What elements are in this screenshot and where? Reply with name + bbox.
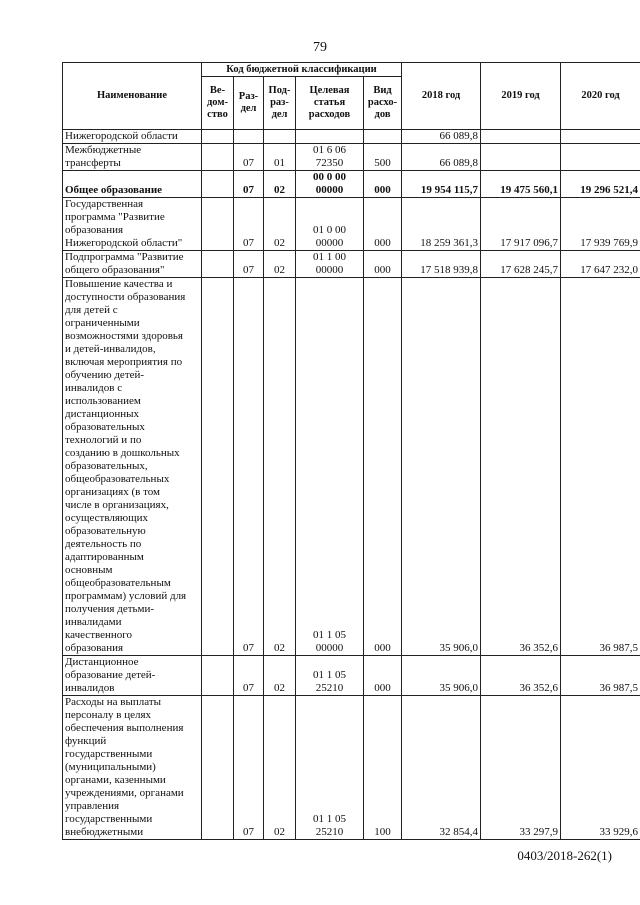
cell-razdel: 07 [234,198,264,251]
cell-target: 01 1 05 25210 [296,696,364,840]
header-vedomstvo: Ве- дом- ство [202,77,234,130]
cell-2019: 36 352,6 [481,656,561,696]
cell-razdel: 07 [234,696,264,840]
cell-razdel: 07 [234,251,264,278]
cell-name: Дистанционное образование детей- инвалидов [63,656,202,696]
cell-2018: 18 259 361,3 [402,198,481,251]
table-row [63,278,640,656]
cell-razdel: 07 [234,144,264,171]
cell-2019: 17 917 096,7 [481,198,561,251]
cell-target: 01 1 00 00000 [296,251,364,278]
cell-2020: 36 987,5 [561,278,640,656]
cell-podrazdel: 02 [264,198,296,251]
cell-2018: 66 089,8 [402,130,481,144]
cell-2020: 19 296 521,4 [561,171,640,198]
cell-target: 01 0 00 00000 [296,198,364,251]
cell-2018: 35 906,0 [402,278,481,656]
header-kbk: Код бюджетной классификации [202,63,402,77]
cell-podrazdel: 02 [264,171,296,198]
cell-2019: 33 297,9 [481,696,561,840]
cell-name: Нижегородской области [63,130,202,144]
table-row [63,696,640,840]
cell-2020: 17 647 232,0 [561,251,640,278]
cell-razdel: 07 [234,171,264,198]
cell-2019 [481,144,561,171]
cell-2018: 66 089,8 [402,144,481,171]
table-row [63,171,640,198]
header-name: Наименование [63,63,202,130]
header-target: Целевая статья расходов [296,77,364,130]
document-code: 0403/2018-262(1) [517,848,612,863]
cell-name: Подпрограмма "Развитие общего образования" [63,251,202,278]
cell-razdel [234,130,264,144]
cell-vedomstvo [202,130,234,144]
cell-vid: 500 [364,144,402,171]
cell-2020: 33 929,6 [561,696,640,840]
header-podrazdel: Под- раз- дел [264,77,296,130]
cell-name: Межбюджетные трансферты [63,144,202,171]
cell-podrazdel: 02 [264,251,296,278]
cell-vedomstvo [202,696,234,840]
cell-podrazdel [264,130,296,144]
cell-vid: 000 [364,198,402,251]
cell-vid: 100 [364,696,402,840]
cell-target: 00 0 00 00000 [296,171,364,198]
cell-vedomstvo [202,198,234,251]
cell-name: Повышение качества и доступности образования для детей с ограниченными возможностями здоровья и детей-инвалидов, включая мероприятия по обучению детей- инвалидов с использованием дистанционных образовательных технологий и по созданию в дошкольных образовательных, общеобразовательных организациях (в том числе в организациях, осуществляющих образовательную деятельность по адаптированным основным общеобразовательным программам) условий для получения детьми- инвалидами качественного образования [63,278,202,656]
table-row [63,656,640,696]
cell-podrazdel: 01 [264,144,296,171]
header-2019: 2019 год [481,63,561,130]
cell-vid: 000 [364,171,402,198]
header-vid: Вид расхо- дов [364,77,402,130]
cell-razdel: 07 [234,656,264,696]
cell-name: Общее образование [63,171,202,198]
cell-vid: 000 [364,251,402,278]
page-number: 79 [313,40,327,55]
cell-2019: 17 628 245,7 [481,251,561,278]
cell-target: 01 1 05 25210 [296,656,364,696]
table-row [63,144,640,171]
cell-vid: 000 [364,656,402,696]
cell-podrazdel: 02 [264,696,296,840]
cell-podrazdel: 02 [264,278,296,656]
cell-2020 [561,130,640,144]
cell-2019 [481,130,561,144]
table-row [63,130,640,144]
header-razdel: Раз- дел [234,77,264,130]
cell-name: Государственная программа "Развитие образования Нижегородской области" [63,198,202,251]
cell-2018: 19 954 115,7 [402,171,481,198]
cell-2020 [561,144,640,171]
cell-2020: 17 939 769,9 [561,198,640,251]
cell-target: 01 1 05 00000 [296,278,364,656]
budget-table [62,62,640,840]
cell-vid [364,130,402,144]
cell-vedomstvo [202,656,234,696]
cell-vedomstvo [202,251,234,278]
cell-name: Расходы на выплаты персоналу в целях обеспечения выполнения функций государственными (муниципальными) органами, казенными учреждениями, органами управления государственными внебюджетными [63,696,202,840]
cell-razdel: 07 [234,278,264,656]
cell-target [296,130,364,144]
cell-vid: 000 [364,278,402,656]
cell-2019: 19 475 560,1 [481,171,561,198]
cell-2018: 17 518 939,8 [402,251,481,278]
cell-2019: 36 352,6 [481,278,561,656]
cell-target: 01 6 06 72350 [296,144,364,171]
cell-vedomstvo [202,171,234,198]
cell-2018: 32 854,4 [402,696,481,840]
cell-2020: 36 987,5 [561,656,640,696]
table-row [63,198,640,251]
cell-vedomstvo [202,278,234,656]
cell-podrazdel: 02 [264,656,296,696]
header-2018: 2018 год [402,63,481,130]
header-2020: 2020 год [561,63,640,130]
cell-vedomstvo [202,144,234,171]
table-row [63,251,640,278]
header-row-1 [63,63,640,77]
cell-2018: 35 906,0 [402,656,481,696]
